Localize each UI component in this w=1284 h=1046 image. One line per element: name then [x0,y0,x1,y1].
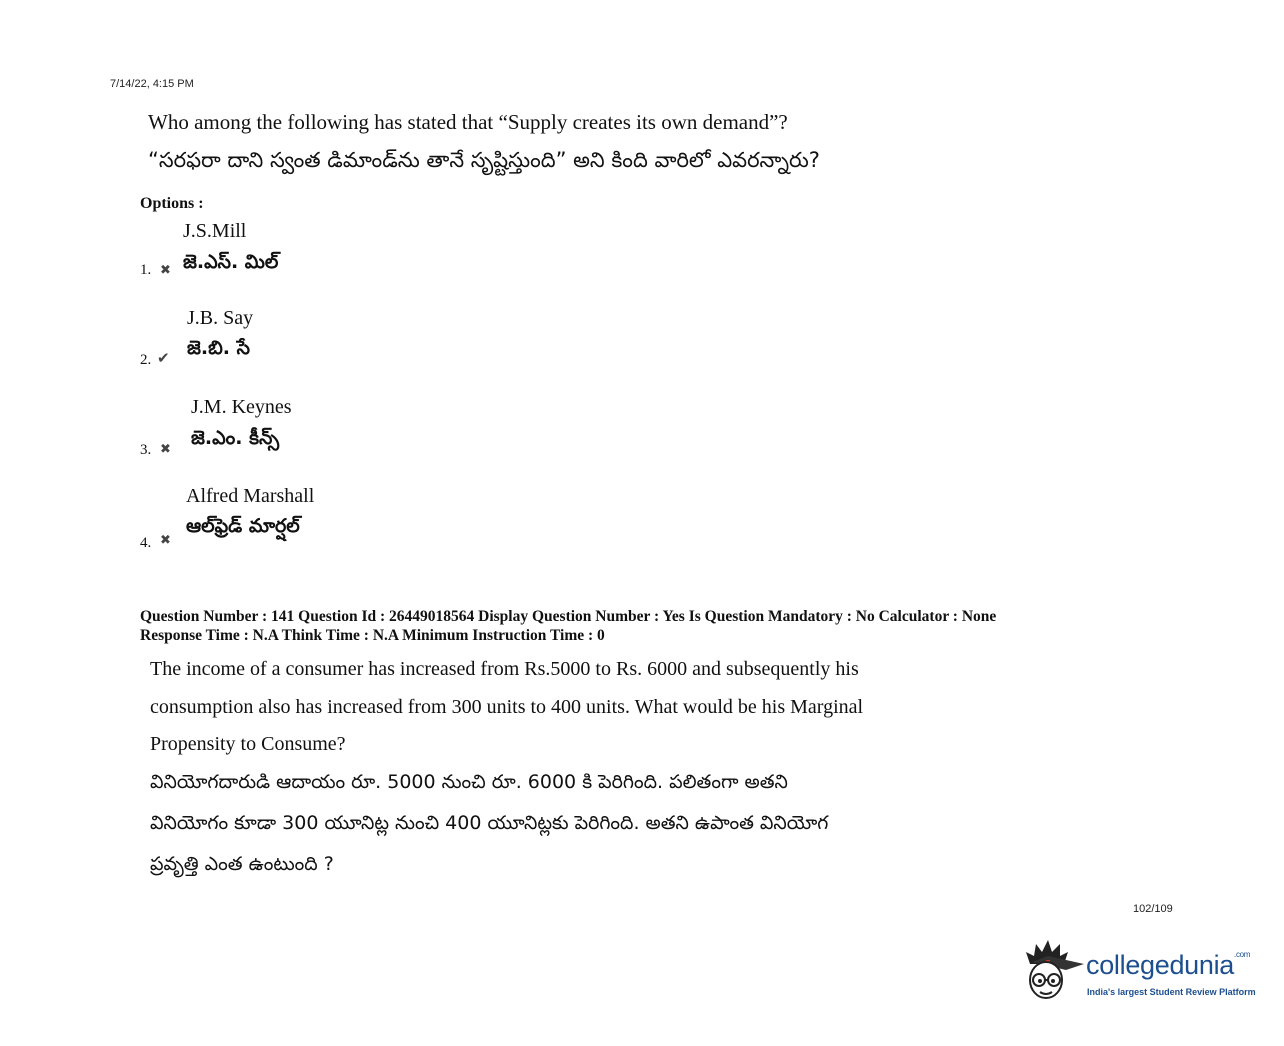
option-3-telugu: జె.ఎం. కీన్స్ [191,427,280,449]
question-2-telugu [150,762,970,885]
question-meta-line-2: Response Time : N.A Think Time : N.A Minimum Instruction Time : 0 [140,627,605,644]
logo-tagline: India's largest Student Review Platform [1087,987,1256,997]
wrong-mark-icon: ✖ [160,441,171,456]
question-text-english: Who among the following has stated that “Supply creates its own demand”? [148,110,788,134]
question-2-telugu-line: ప్రవృత్తి ఎంత ఉంటుంది ? [150,853,334,875]
correct-check-icon: ✔ [157,351,170,367]
logo-wordmark [1086,950,1250,981]
question-text-telugu: “సరఫరా దాని స్వంత డిమాండ్‌ను తానే సృష్టిస్తుంది” అని కింది వారిలో ఎవరన్నారు? [148,148,820,172]
mascot-icon [1022,938,1086,1010]
option-4-number: 4. [140,535,152,551]
question-2-telugu-line: వినియోగం కూడా 300 యూనిట్ల నుంచి 400 యూనిట్లకు పెరిగింది. అతని ఉపాంత వినియోగ [150,812,829,834]
wrong-mark-icon: ✖ [160,532,171,547]
option-4-english: Alfred Marshall [186,485,315,507]
options-heading: Options : [140,195,204,212]
question-meta [140,607,1140,645]
option-3-number: 3. [140,442,152,458]
question-2-english-line: Propensity to Consume? [150,733,346,755]
logo-name: collegedunia [1086,950,1235,980]
question-2-telugu-line: వినియోగదారుడి ఆదాయం రూ. 5000 నుంచి రూ. 6000 కి పెరిగింది. పలితంగా అతని [150,771,788,793]
option-2-telugu: జె.బి. సే [187,337,250,359]
option-1-telugu: జె.ఎస్. మిల్ [183,251,279,273]
wrong-mark-icon: ✖ [160,262,171,277]
option-2-number: 2. [140,352,152,368]
question-meta-line-1: Question Number : 141 Question Id : 26449018564 Display Question Number : Yes Is Question Mandatory : No Calculator : None [140,608,997,625]
logo-suffix: .com [1234,950,1251,959]
print-timestamp: 7/14/22, 4:15 PM [110,78,194,90]
option-2-english: J.B. Say [187,307,254,329]
option-4-telugu: ఆల్‌ఫ్రెడ్ మార్షల్ [186,515,300,537]
question-2-english-line: The income of a consumer has increased from Rs.5000 to Rs. 6000 and subsequently his [150,658,859,680]
option-3-english: J.M. Keynes [191,396,292,418]
question-2-english [150,651,970,764]
question-2-english-line: consumption also has increased from 300 units to 400 units. What would be his Marginal [150,695,864,718]
option-1-number: 1. [140,262,152,278]
option-1-english: J.S.Mill [183,220,247,242]
page-number: 102/109 [1133,903,1173,915]
